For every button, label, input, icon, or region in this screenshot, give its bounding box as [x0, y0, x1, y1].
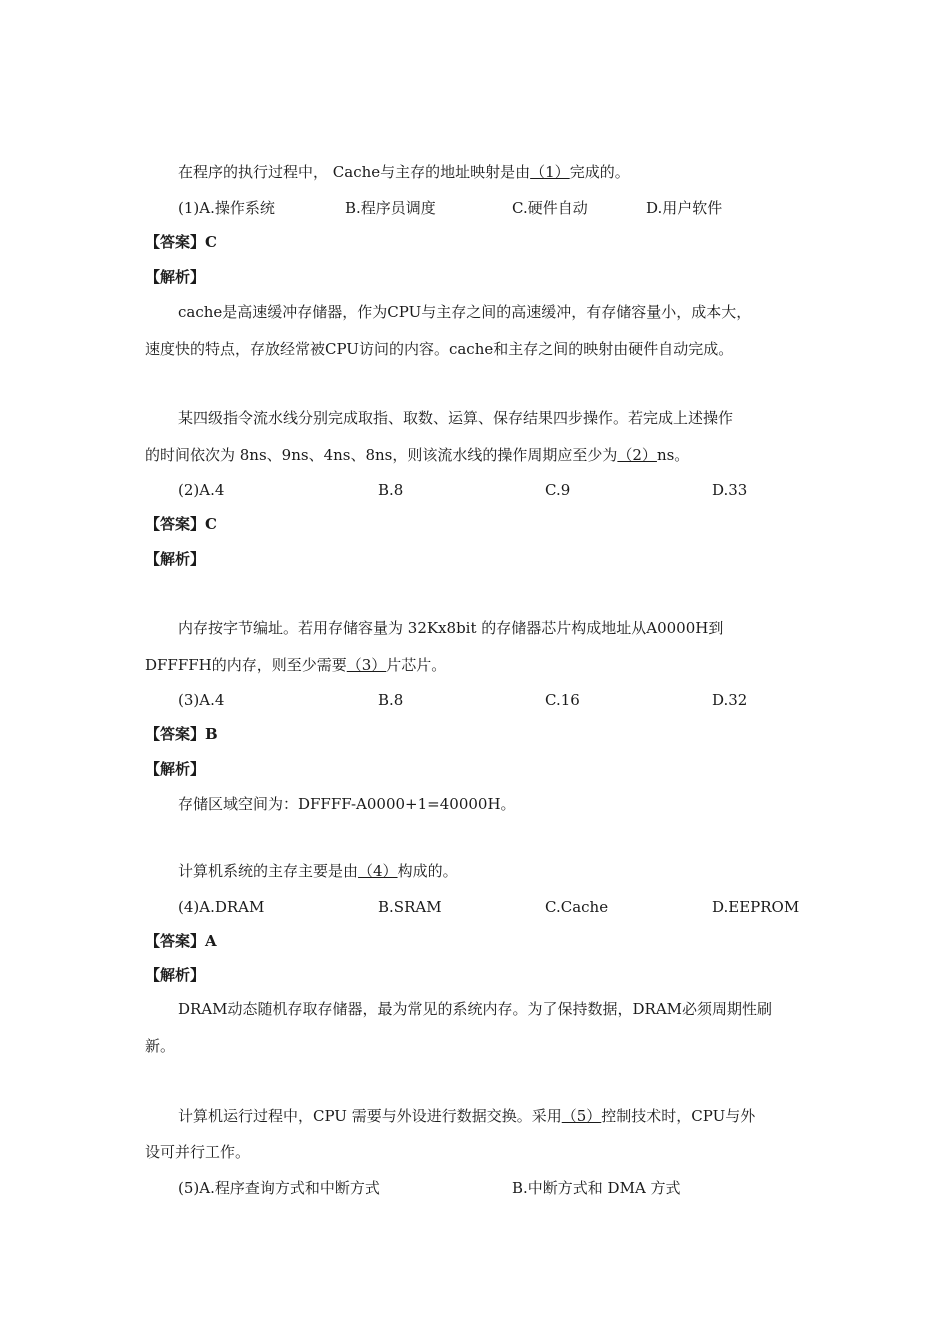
- q1-blank: （1）: [530, 163, 570, 181]
- q2-option-d: D.33: [712, 481, 748, 499]
- q3-option-c: C.16: [545, 691, 580, 709]
- q1-option-d: D.用户软件: [646, 199, 723, 217]
- q4-stem: 计算机系统的主存主要是由（4）构成的。: [178, 862, 458, 880]
- q4-option-b: B.SRAM: [378, 898, 442, 916]
- q1-analysis-label: 【解析】: [145, 268, 206, 286]
- q5-stem-line-2: 设可并行工作。: [145, 1143, 251, 1161]
- q3-analysis-line-1: 存储区域空间为：DFFFF-A0000+1=40000H。: [178, 795, 516, 813]
- q5-option-a: (5)A.程序查询方式和中断方式: [178, 1179, 380, 1197]
- q3-stem-line-2: DFFFFH的内存，则至少需要（3）片芯片。: [145, 656, 447, 674]
- q2-option-a: (2)A.4: [178, 481, 225, 499]
- q2-analysis-label: 【解析】: [145, 550, 206, 568]
- q2-blank: （2）: [617, 446, 657, 464]
- q3-analysis-label: 【解析】: [145, 760, 206, 778]
- q4-analysis-label: 【解析】: [145, 966, 206, 984]
- q1-answer: 【答案】C: [145, 233, 217, 251]
- q4-analysis-line-2: 新。: [145, 1037, 176, 1055]
- q1-stem: 在程序的执行过程中， Cache与主存的地址映射是由（1）完成的。: [178, 163, 630, 181]
- q4-analysis-line-1: DRAM动态随机存取存储器，最为常见的系统内存。为了保持数据，DRAM必须周期性刷: [178, 1000, 773, 1018]
- q2-option-c: C.9: [545, 481, 571, 499]
- q3-answer: 【答案】B: [145, 725, 218, 743]
- q2-stem-line-2: 的时间依次为 8ns、9ns、4ns、8ns，则该流水线的操作周期应至少为（2）ns。: [145, 446, 690, 464]
- q4-option-a: (4)A.DRAM: [178, 898, 265, 916]
- q2-stem-line-1: 某四级指令流水线分别完成取指、取数、运算、保存结果四步操作。若完成上述操作: [178, 409, 734, 427]
- q1-option-c: C.硬件自动: [512, 199, 588, 217]
- q5-blank: （5）: [561, 1107, 602, 1125]
- q3-option-a: (3)A.4: [178, 691, 225, 709]
- q1-option-a: (1)A.操作系统: [178, 199, 275, 217]
- q2-option-b: B.8: [378, 481, 404, 499]
- q4-option-d: D.EEPROM: [712, 898, 800, 916]
- q3-option-b: B.8: [378, 691, 404, 709]
- q4-option-c: C.Cache: [545, 898, 609, 916]
- q5-stem-line-1: 计算机运行过程中，CPU 需要与外设进行数据交换。采用（5）控制技术时，CPU与外: [178, 1107, 756, 1125]
- q3-blank: （3）: [346, 656, 387, 674]
- q1-analysis-line-2: 速度快的特点，存放经常被CPU访问的内容。cache和主存之间的映射由硬件自动完成。: [145, 340, 734, 358]
- q1-option-b: B.程序员调度: [345, 199, 436, 217]
- q3-option-d: D.32: [712, 691, 748, 709]
- q5-option-b: B.中断方式和 DMA 方式: [512, 1179, 681, 1197]
- q4-answer: 【答案】A: [145, 932, 217, 950]
- q4-blank: （4）: [358, 862, 398, 880]
- q3-stem-line-1: 内存按字节编址。若用存储容量为 32Kx8bit 的存储器芯片构成地址从A0000H到: [178, 619, 724, 637]
- q2-answer: 【答案】C: [145, 515, 217, 533]
- q1-analysis-line-1: cache是高速缓冲存储器，作为CPU与主存之间的高速缓冲，有存储容量小，成本大，: [178, 303, 752, 321]
